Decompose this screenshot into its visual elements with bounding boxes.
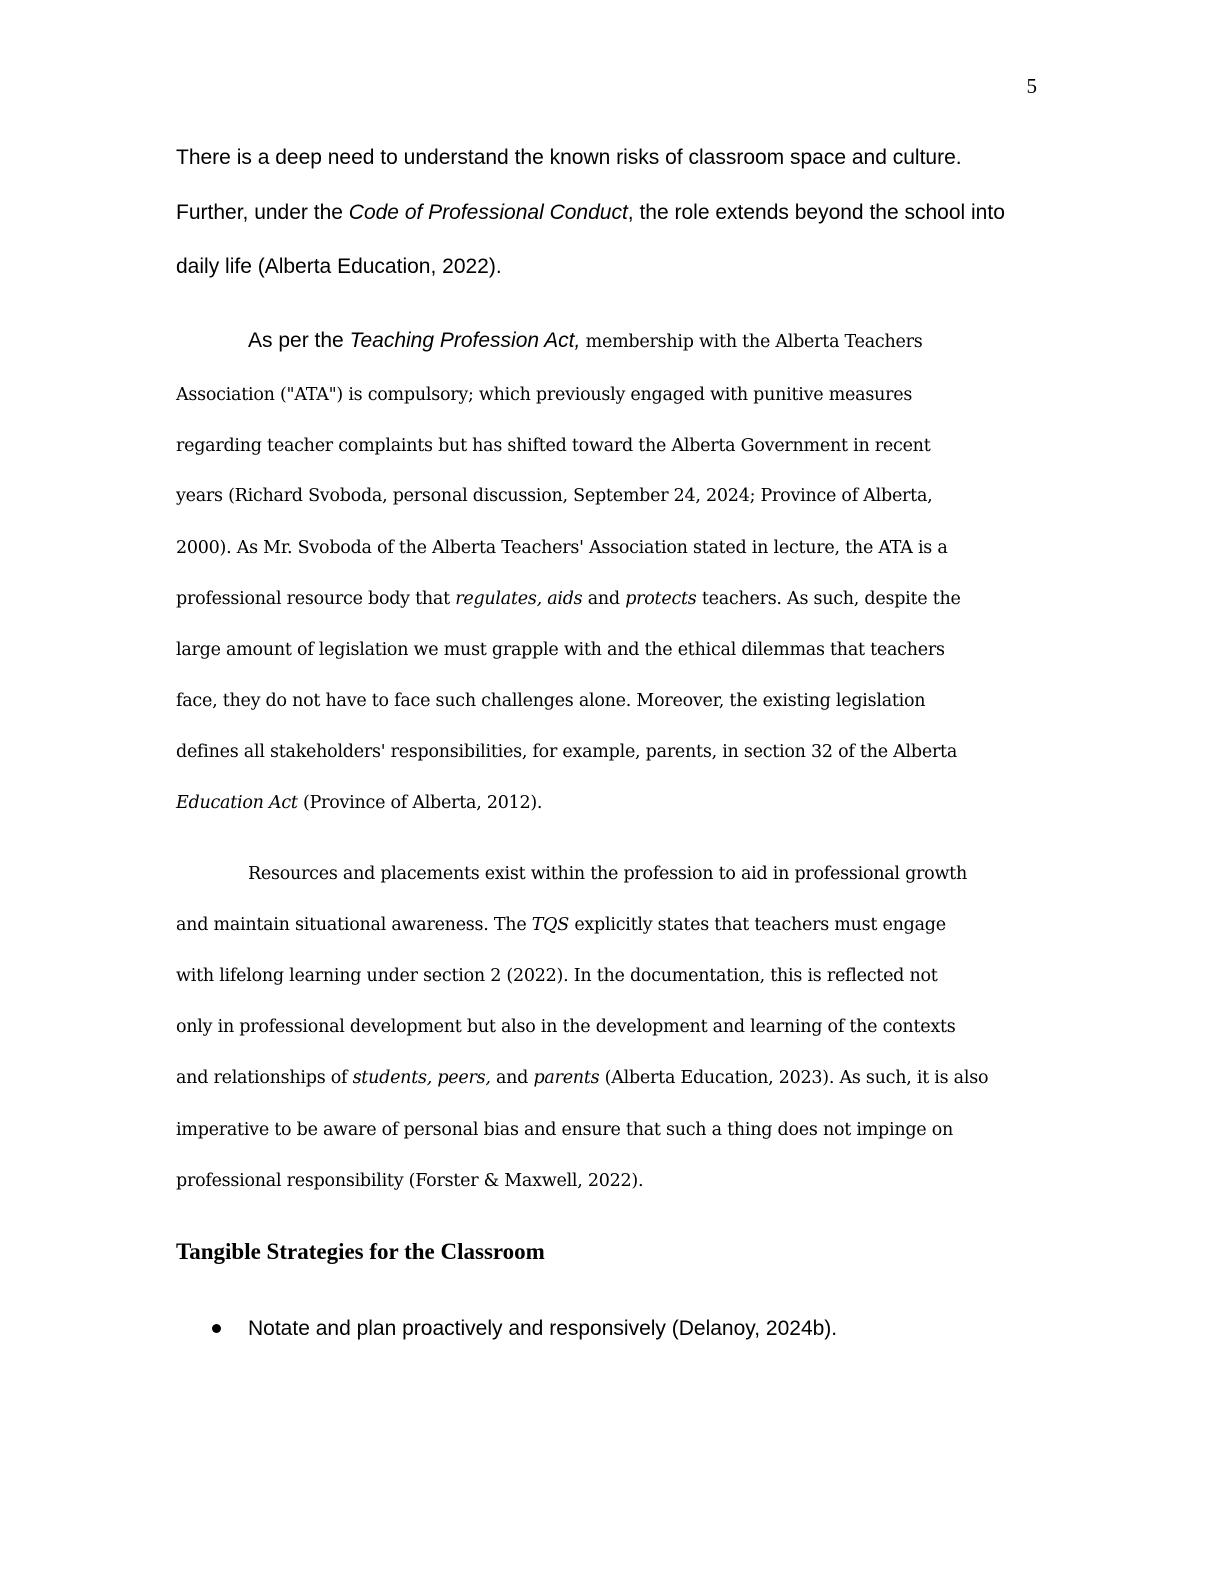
- paragraph-3-line-4: only in professional development but also in the development and learning of the contexts: [176, 1017, 956, 1037]
- paragraph-2-line-6: professional resource body that regulates, aids and protects teachers. As such, despite the: [176, 589, 961, 609]
- paragraph-2-line-2: Association ("ATA") is compulsory; which previously engaged with punitive measures: [176, 385, 913, 405]
- paragraph-2-line-1: As per the Teaching Profession Act, membership with the Alberta Teachers: [248, 329, 923, 352]
- paragraph-3-line-5: and relationships of students, peers, and parents (Alberta Education, 2023). As such, it is also: [176, 1068, 989, 1088]
- paragraph-3-line-1: Resources and placements exist within the profession to aid in professional growth: [248, 864, 967, 884]
- section-heading: Tangible Strategies for the Classroom: [176, 1239, 545, 1264]
- paragraph-2-line-7: large amount of legislation we must grapple with and the ethical dilemmas that teachers: [176, 640, 945, 660]
- paragraph-3-line-7: professional responsibility (Forster & Maxwell, 2022).: [176, 1171, 644, 1191]
- paragraph-2-line-9: defines all stakeholders' responsibilities, for example, parents, in section 32 of the Alberta: [176, 742, 958, 762]
- paragraph-3-line-3: with lifelong learning under section 2 (2022). In the documentation, this is reflected not: [176, 966, 938, 986]
- paragraph-1-line-2: Further, under the Code of Professional Conduct, the role extends beyond the school into: [176, 201, 1005, 224]
- bullet-item-1: Notate and plan proactively and responsively (Delanoy, 2024b).: [248, 1317, 838, 1340]
- paragraph-2-line-5: 2000). As Mr. Svoboda of the Alberta Teachers' Association stated in lecture, the ATA is a: [176, 538, 948, 558]
- paragraph-1-line-3: daily life (Alberta Education, 2022).: [176, 255, 502, 278]
- paragraph-2-line-3: regarding teacher complaints but has shifted toward the Alberta Government in recent: [176, 436, 931, 456]
- page-number: 5: [1026, 74, 1037, 98]
- paragraph-2-line-10: Education Act (Province of Alberta, 2012).: [176, 793, 543, 813]
- paragraph-3-line-2: and maintain situational awareness. The TQS explicitly states that teachers must engage: [176, 915, 946, 935]
- paragraph-2-line-8: face, they do not have to face such challenges alone. Moreover, the existing legislation: [176, 691, 926, 711]
- paragraph-1-line-1: There is a deep need to understand the known risks of classroom space and culture.: [176, 146, 962, 169]
- paragraph-2-line-4: years (Richard Svoboda, personal discussion, September 24, 2024; Province of Alberta,: [176, 486, 933, 506]
- bullet-dot-icon: [212, 1324, 221, 1333]
- paragraph-3-line-6: imperative to be aware of personal bias and ensure that such a thing does not impinge on: [176, 1120, 954, 1140]
